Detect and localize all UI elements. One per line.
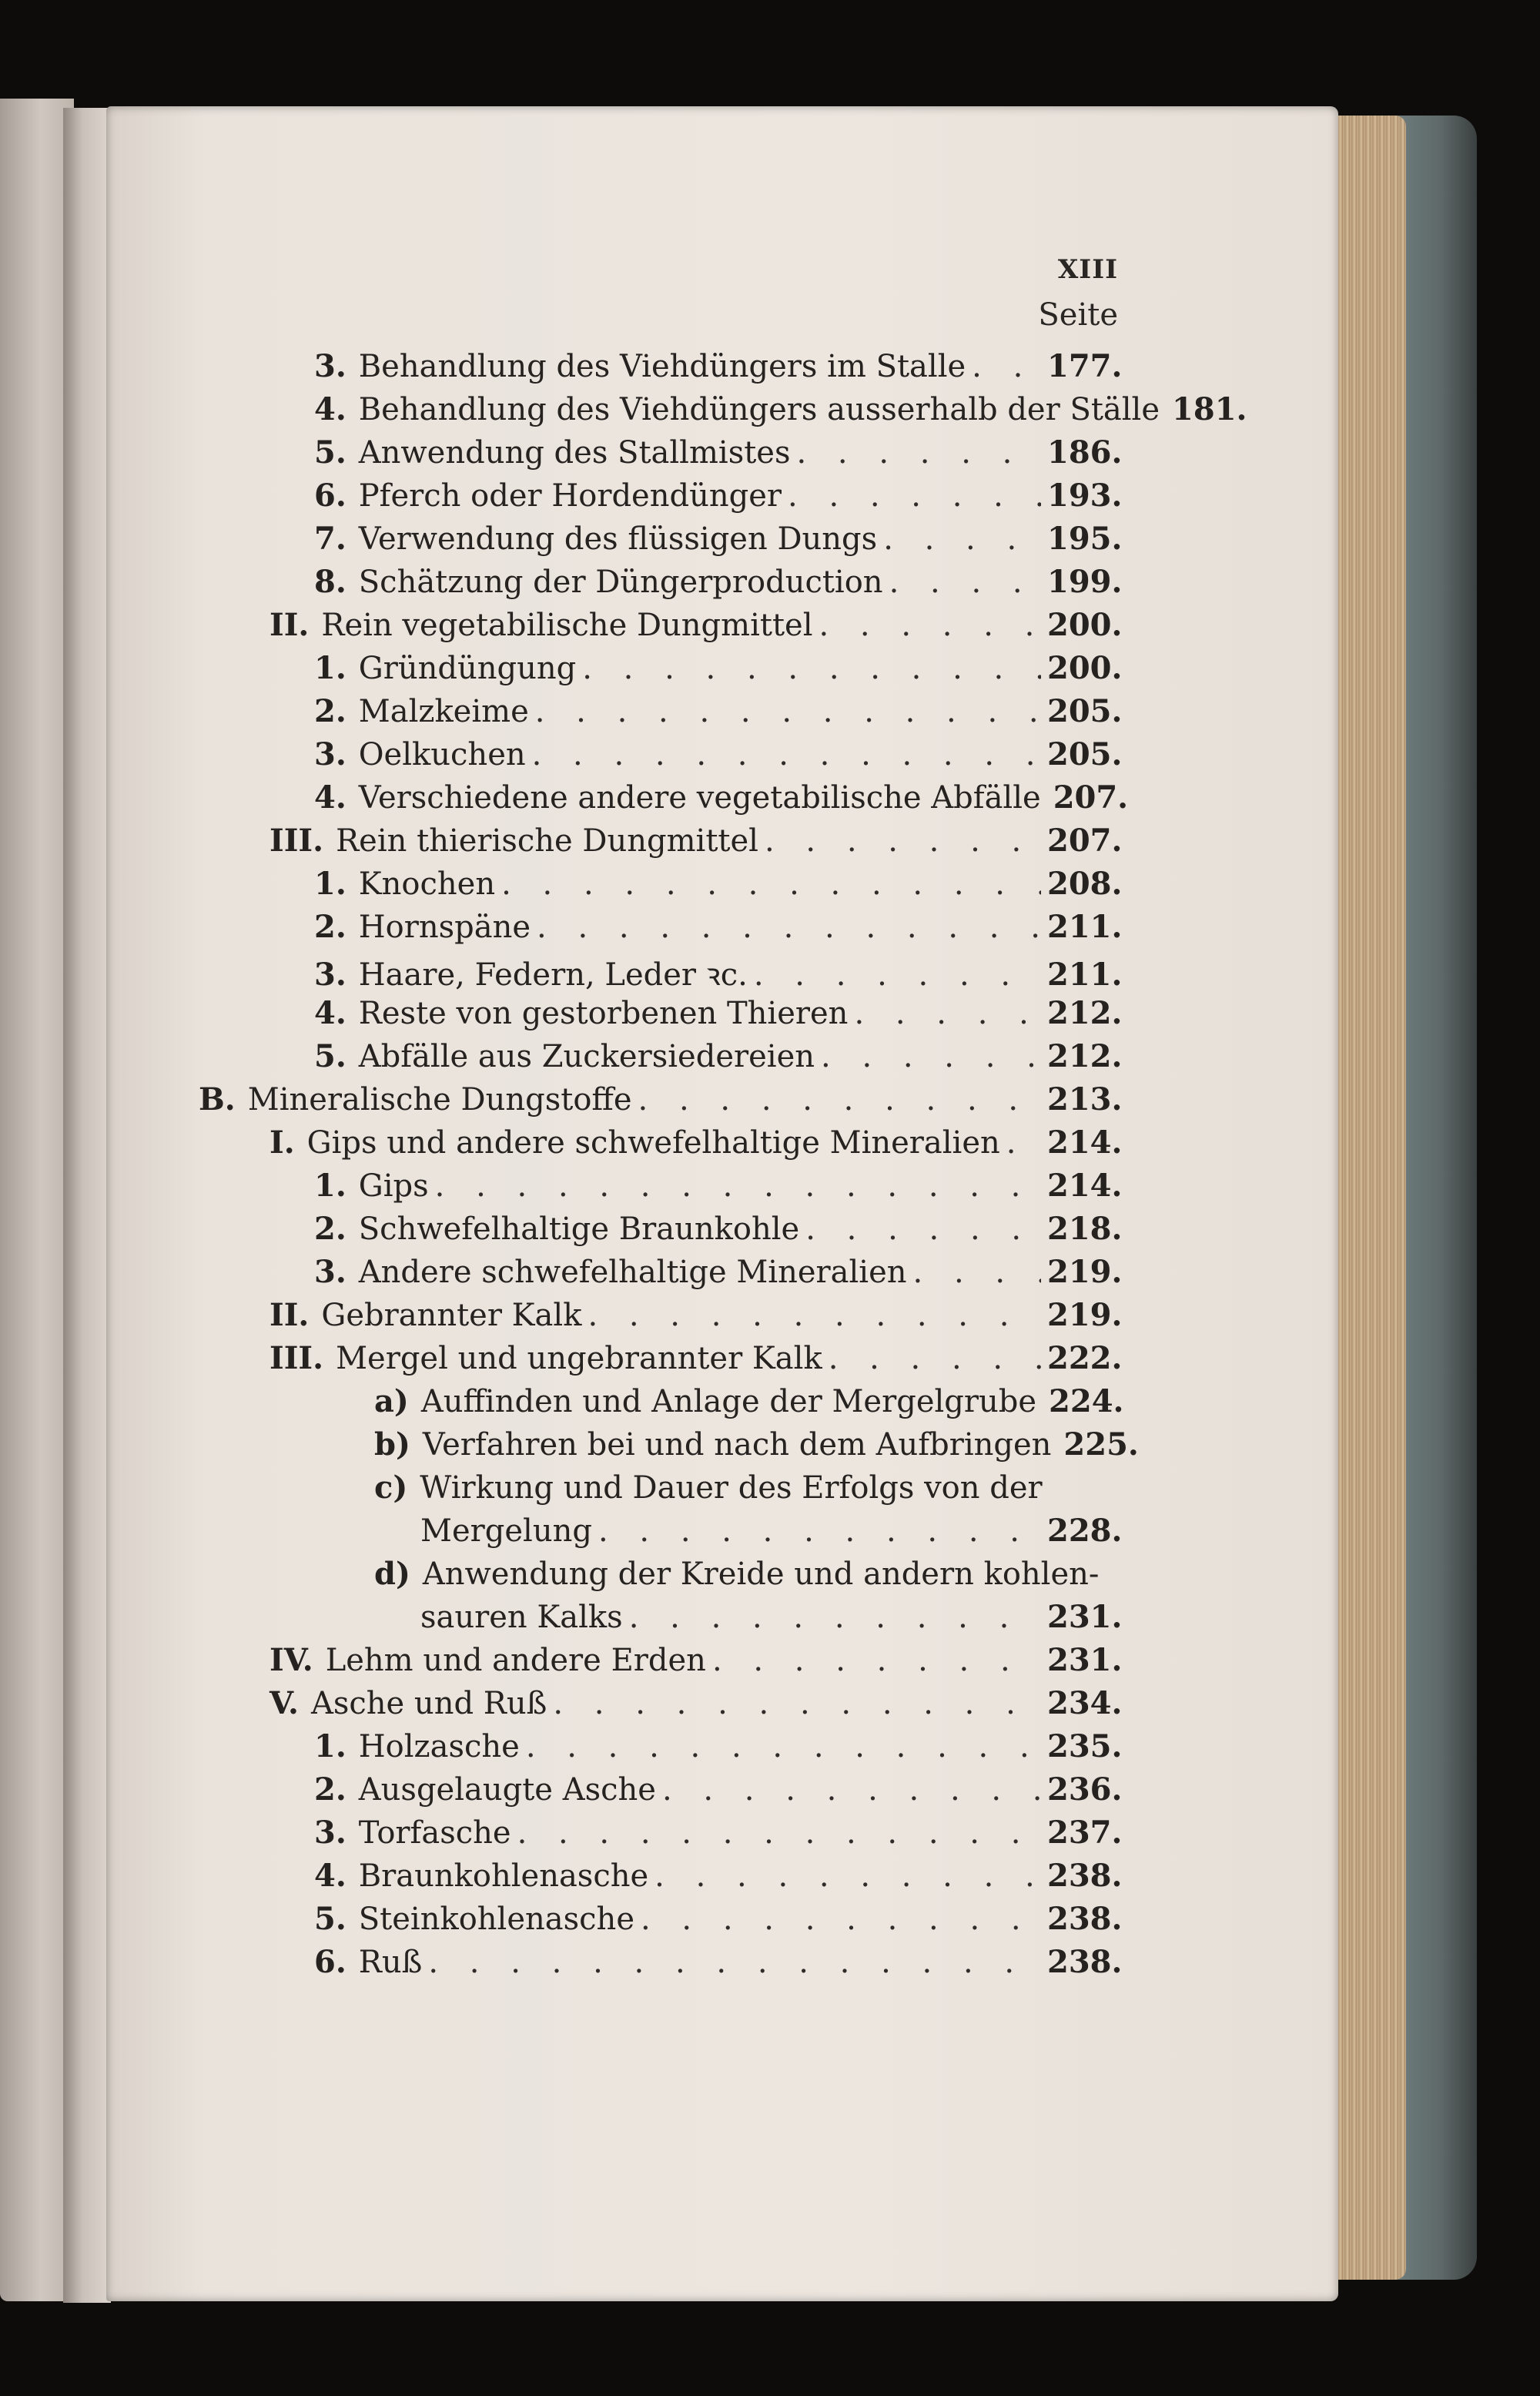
dot-leader [805, 1211, 1041, 1247]
toc-entry-title: Behandlung des Viehdüngers ausserhalb der Ställe [358, 392, 1160, 427]
toc-entry-title: Malzkeime [358, 694, 529, 729]
toc-entry-number: 5. [314, 434, 346, 471]
toc-entry-page: 225. [1063, 1426, 1139, 1463]
toc-entry [314, 1254, 1123, 1294]
toc-entry [270, 1642, 1123, 1682]
page-number-header: XIII [1057, 254, 1118, 285]
gutter [63, 108, 111, 2303]
dot-leader [641, 1902, 1041, 1937]
toc-entry-page: 186. [1047, 434, 1123, 471]
toc-entry-title: Andere schwefelhaltige Mineralien [358, 1255, 907, 1290]
toc-entry-number: 1. [314, 1728, 346, 1764]
toc-entry-number: 5. [314, 1901, 346, 1937]
toc-entry-number: I. [270, 1124, 295, 1161]
toc-entry-title: sauren Kalks [420, 1600, 623, 1635]
toc-entry-number: 4. [314, 995, 346, 1031]
toc-entry-number: 1. [314, 1168, 346, 1204]
toc-entry-title: Ruß [358, 1945, 423, 1980]
toc-entry-page: 218. [1047, 1211, 1123, 1247]
toc-entry-page: 211. [1047, 957, 1123, 993]
toc-entry-title: Verschiedene andere vegetabilische Abfälle [358, 780, 1041, 816]
toc-entry-page: 205. [1047, 736, 1123, 772]
toc-entry [270, 1297, 1123, 1337]
toc-entry [314, 952, 1123, 993]
toc-entry [314, 1944, 1123, 1984]
toc-entry-number: 2. [314, 693, 346, 729]
toc-entry-number: III. [270, 1340, 324, 1376]
toc-entry-page: 238. [1047, 1944, 1123, 1980]
dot-leader [532, 737, 1041, 772]
dot-leader [535, 694, 1041, 729]
toc-entry-page: 200. [1047, 607, 1123, 643]
toc-entry-number: V. [270, 1685, 299, 1721]
toc-entry-page: 205. [1047, 693, 1123, 729]
toc-entry [314, 1728, 1123, 1768]
dot-leader [662, 1772, 1041, 1808]
toc-entry-number: a) [374, 1383, 409, 1419]
toc-entry-number: 1. [314, 866, 346, 902]
toc-entry-title: Rein vegetabilische Dungmittel [321, 608, 813, 643]
toc-entry-title: Oelkuchen [358, 737, 526, 772]
toc-entry-page: 236. [1047, 1771, 1123, 1808]
toc-entry-page: 214. [1047, 1124, 1123, 1161]
toc-entry [199, 1081, 1123, 1121]
toc-entry-title: Reste von gestorbenen Thieren [358, 996, 849, 1031]
toc-entry [314, 693, 1123, 733]
toc-entry [314, 1038, 1123, 1078]
toc-entry-page: 238. [1047, 1901, 1123, 1937]
toc-entry-page: 212. [1047, 1038, 1123, 1074]
dot-leader [972, 349, 1041, 384]
toc-entry [270, 1685, 1123, 1725]
toc-entry [314, 1211, 1123, 1251]
toc-entry-page: 235. [1047, 1728, 1123, 1764]
dot-leader [854, 996, 1041, 1031]
dot-leader [821, 1039, 1041, 1074]
toc-entry [374, 1556, 1118, 1596]
dot-leader [829, 1341, 1041, 1376]
toc-entry-page: 200. [1047, 650, 1123, 686]
toc-entry [314, 1901, 1123, 1941]
toc-entry-page: 214. [1047, 1168, 1123, 1204]
dot-leader [819, 608, 1041, 643]
toc-entry-page: 228. [1047, 1513, 1123, 1549]
toc-entry-number: III. [270, 823, 324, 859]
toc-entry-number: 6. [314, 478, 346, 514]
toc-entry-page: 211. [1047, 909, 1123, 945]
dot-leader [712, 1643, 1041, 1678]
toc-entry-page: 181. [1172, 391, 1247, 427]
toc-entry-page: 207. [1053, 779, 1129, 816]
toc-entry-page: 207. [1047, 823, 1123, 859]
dot-leader [788, 478, 1041, 514]
toc-entry-title: Verfahren bei und nach dem Aufbringen [422, 1427, 1052, 1463]
toc-entry [314, 434, 1123, 474]
toc-entry-number: II. [270, 1297, 310, 1333]
toc-entry [270, 607, 1123, 647]
dot-leader [537, 910, 1041, 945]
toc-entry-title: Gebrannter Kalk [321, 1298, 582, 1333]
toc-entry [374, 1469, 1118, 1510]
dot-leader [588, 1298, 1041, 1333]
toc-entry-title: Ausgelaugte Asche [358, 1772, 656, 1808]
toc-entry [314, 736, 1123, 776]
toc-entry-number: II. [270, 607, 310, 643]
dot-leader [654, 1858, 1041, 1894]
toc-entry-title: Anwendung der Kreide und andern kohlen- [422, 1557, 1100, 1592]
toc-entry-page: 219. [1047, 1254, 1123, 1290]
toc-entry-page: 212. [1047, 995, 1123, 1031]
toc-entry [314, 564, 1123, 604]
dot-leader [754, 957, 1041, 993]
dot-leader [889, 565, 1041, 600]
toc-entry-title: Hornspäne [358, 910, 531, 945]
toc-entry-page: 222. [1047, 1340, 1123, 1376]
toc-entry-page: 231. [1047, 1642, 1123, 1678]
dot-leader [913, 1255, 1041, 1290]
toc-entry-page: 208. [1047, 866, 1123, 902]
toc-entry-number: 2. [314, 1211, 346, 1247]
toc-entry-title: Behandlung des Viehdüngers im Stalle [358, 349, 966, 384]
toc-entry [314, 866, 1123, 906]
toc-entry-title: Haare, Federn, Leder ꝛc. [358, 957, 748, 993]
toc-entry-title: Lehm und andere Erden [325, 1643, 706, 1678]
toc-entry [374, 1426, 1139, 1466]
dot-leader [582, 651, 1041, 686]
toc-entry-title: Wirkung und Dauer des Erfolgs von der [420, 1470, 1043, 1506]
toc-entry [374, 1383, 1124, 1423]
toc-entry-page: 193. [1047, 478, 1123, 514]
toc-entry-page: 177. [1047, 348, 1123, 384]
toc-entry-title: Anwendung des Stallmistes [358, 435, 791, 471]
dot-leader [883, 521, 1041, 557]
toc-entry-page: 238. [1047, 1858, 1123, 1894]
column-heading: Seite [1038, 297, 1118, 333]
toc-entry-number: 4. [314, 391, 346, 427]
toc-entry [314, 521, 1123, 561]
toc-entry-title: Pferch oder Hordendünger [358, 478, 782, 514]
toc-entry-page: 213. [1047, 1081, 1123, 1118]
toc-entry [314, 650, 1123, 690]
toc-entry-title: Steinkohlenasche [358, 1902, 634, 1937]
toc-entry-number: 2. [314, 909, 346, 945]
dot-leader [428, 1945, 1041, 1980]
toc-entry-title: Rein thierische Dungmittel [336, 823, 758, 859]
dot-leader [501, 866, 1041, 902]
toc-entry-title: Schätzung der Düngerproduction [358, 565, 883, 600]
toc-entry-title: Gips [358, 1168, 429, 1204]
toc-entry-page: 199. [1047, 564, 1123, 600]
toc-entry [314, 779, 1129, 819]
toc-entry-title: Gründüngung [358, 651, 577, 686]
toc-entry-title: Abfälle aus Zuckersiedereien [358, 1039, 815, 1074]
toc-entry-number: 1. [314, 650, 346, 686]
dot-leader [598, 1513, 1041, 1549]
toc-entry-title: Mergelung [420, 1513, 592, 1549]
toc-entry-page: 231. [1047, 1599, 1123, 1635]
toc-entry-number: 3. [314, 957, 346, 993]
toc-entry-title: Torfasche [358, 1815, 511, 1851]
toc-entry [314, 909, 1123, 949]
toc-entry [420, 1599, 1123, 1639]
toc-entry [314, 995, 1123, 1035]
toc-entry-number: c) [374, 1469, 408, 1506]
toc-entry-title: Gips und andere schwefelhaltige Mineralien [306, 1125, 1000, 1161]
toc-entry-title: Auffinden und Anlage der Mergelgrube [420, 1384, 1037, 1419]
dot-leader [526, 1729, 1041, 1764]
toc-entry [314, 1815, 1123, 1855]
toc-entry-title: Holzasche [358, 1729, 520, 1764]
dot-leader [629, 1600, 1041, 1635]
toc-entry-number: 5. [314, 1038, 346, 1074]
toc-entry-number: 3. [314, 1815, 346, 1851]
toc-entry-title: Knochen [358, 866, 496, 902]
toc-entry-title: Verwendung des flüssigen Dungs [358, 521, 878, 557]
dot-leader [797, 435, 1042, 471]
toc-entry [314, 391, 1247, 431]
toc-entry-number: 7. [314, 521, 346, 557]
toc-entry-title: Asche und Ruß [310, 1686, 547, 1721]
toc-entry-number: 8. [314, 564, 346, 600]
toc-entry-number: 6. [314, 1944, 346, 1980]
toc-entry-title: Mergel und ungebrannter Kalk [336, 1341, 822, 1376]
toc-entry [314, 1168, 1123, 1208]
toc-entry-number: b) [374, 1426, 410, 1463]
toc-entry-number: 3. [314, 348, 346, 384]
toc-entry-number: d) [374, 1556, 410, 1592]
toc-entry-page: 219. [1047, 1297, 1123, 1333]
toc-entry [270, 1124, 1123, 1164]
toc-entry-number: 2. [314, 1771, 346, 1808]
toc-entry-number: 3. [314, 736, 346, 772]
dot-leader [1006, 1125, 1041, 1161]
toc-entry [270, 823, 1123, 863]
toc-entry-page: 237. [1047, 1815, 1123, 1851]
toc-entry-number: 4. [314, 1858, 346, 1894]
dot-leader [638, 1082, 1041, 1118]
toc-entry-number: IV. [270, 1642, 313, 1678]
toc-entry-page: 195. [1047, 521, 1123, 557]
toc-entry-number: B. [199, 1081, 236, 1118]
toc-entry [314, 478, 1123, 518]
toc-entry [270, 1340, 1123, 1380]
toc-entry-title: Schwefelhaltige Braunkohle [358, 1211, 800, 1247]
toc-entry [420, 1513, 1123, 1553]
dot-leader [553, 1686, 1041, 1721]
toc-entry-title: Mineralische Dungstoffe [247, 1082, 632, 1118]
toc-entry-number: 4. [314, 779, 346, 816]
toc-entry [314, 1858, 1123, 1898]
toc-entry-page: 224. [1049, 1383, 1124, 1419]
dot-leader [765, 823, 1041, 859]
dot-leader [517, 1815, 1041, 1851]
page-edges [1329, 116, 1406, 2280]
dot-leader [435, 1168, 1041, 1204]
toc-entry [314, 1771, 1123, 1811]
toc-entry-title: Braunkohlenasche [358, 1858, 649, 1894]
toc-entry [314, 348, 1123, 388]
toc-entry-number: 3. [314, 1254, 346, 1290]
toc-entry-page: 234. [1047, 1685, 1123, 1721]
